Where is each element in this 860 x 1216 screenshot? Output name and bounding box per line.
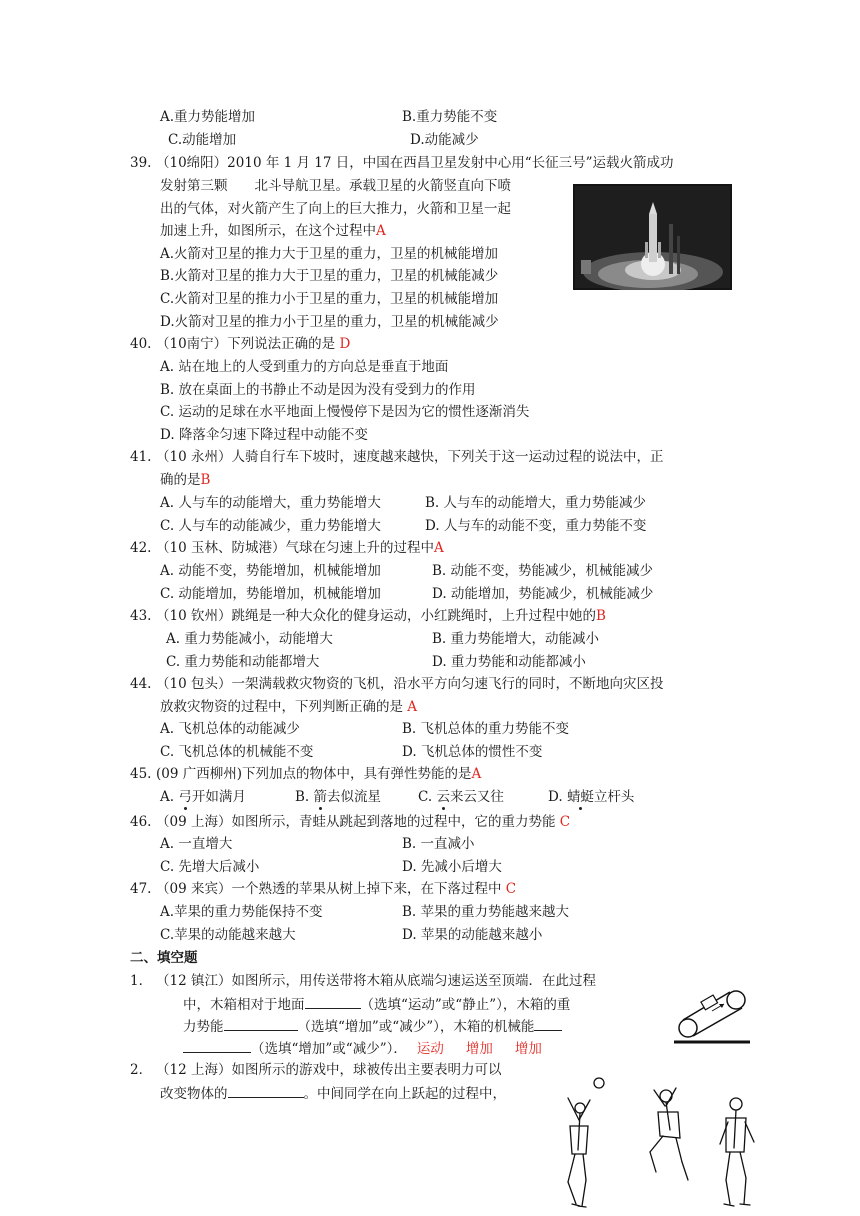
f1-line2: 中，木箱相对于地面 （选填“运动”或“静止”），木箱的重 [183,994,570,1015]
q47-number: 47. [130,881,152,897]
q39-stem-line3: 出的气体，对火箭产生了向上的巨大推力，火箭和卫星一起 [160,201,511,217]
q44-option-c: C. 飞机总体的机械能不变 [160,744,314,760]
q45-option-c: C. 云来云又往 [418,789,504,805]
q42-number: 42. [130,540,152,556]
q39-answer: A [376,223,386,239]
q45-dotted-word-a: 弓 [178,789,192,805]
q39-option-a: A.火箭对卫星的推力大于卫星的重力，卫星的机械能增加 [160,246,499,262]
q43-option-b: B. 重力势能增大，动能减小 [432,631,600,647]
q46-answer: C [559,814,571,830]
q45-number: 45. [130,766,152,782]
q47-option-d: D. 苹果的动能越来越小 [402,927,543,943]
q39-number: 39. [130,155,152,171]
q44-option-b: B. 飞机总体的重力势能不变 [402,721,570,737]
f1-blank-3a [534,1016,562,1031]
q44-option-d: D. 飞机总体的惯性不变 [402,744,543,760]
q44-stem-line2: 放救灾物资的过程中，下列判断正确的是 A [160,699,418,715]
f1-blank-1 [305,994,361,1009]
q46-option-a: A. 一直增大 [160,836,233,852]
f1-answer-3: 增加 [514,1041,542,1057]
f1-number: 1． [130,973,153,989]
q42-option-c: C. 动能增加，势能增加，机械能增加 [160,586,381,602]
rocket-launch-photo [573,184,732,290]
q47-option-c: C.苹果的动能越来越大 [160,927,296,943]
q41-option-c: C. 人与车的动能减少，重力势能增大 [160,518,381,534]
q46-number: 46. [130,814,152,830]
q40-number: 40. [130,336,152,352]
f2-line2: 改变物体的 。中间同学在向上跃起的过程中， [160,1083,506,1104]
f1-blank-3b [183,1038,251,1053]
q40-option-c: C. 运动的足球在水平地面上慢慢停下是因为它的惯性逐渐消失 [160,404,530,420]
conveyor-belt-diagram [672,986,752,1048]
q39-option-d: D.火箭对卫星的推力小于卫星的重力，卫星的机械能减少 [160,314,499,330]
q39-stem-line2: 发射第三颗 北斗导航卫星。承载卫星的火箭竖直向下喷 [160,178,511,194]
q41-stem-line2: 确的是B [160,472,211,488]
q47-option-b: B. 苹果的重力势能越来越大 [402,904,570,920]
q45-dotted-word-c: 云 [436,789,450,805]
q42-option-d: D. 动能增加，势能减少，机械能减少 [432,586,654,602]
f2-blank-1 [228,1083,304,1098]
q42-answer: A [433,540,444,556]
q43-answer: B [595,608,606,624]
q45-dotted-word-d: 蜻蜓 [566,789,594,805]
q40-answer: D [339,336,351,352]
q44-stem-line1: （10 包头）一架满载救灾物资的飞机，沿水平方向匀速飞行的同时，不断地向灾区投 [156,676,664,692]
q43-stem: （10 钦州）跳绳是一种大众化的健身运动，小红跳绳时，上升过程中她的B [156,608,606,624]
q45-answer: A [471,766,482,782]
q40-option-b: B. 放在桌面上的书静止不动是因为没有受到力的作用 [160,382,476,398]
f2-line1: （12 上海）如图所示的游戏中，球被传出主要表明力可以 [156,1062,502,1078]
q45-stem: (09 广西柳州)下列加点的物体中，具有弹性势能的是A [156,766,482,782]
q44-option-a: A. 飞机总体的动能减少 [160,721,300,737]
f2-number: 2． [130,1062,153,1078]
q38-option-c: C.动能增加 [168,132,237,148]
q41-stem-line1: （10 永州）人骑自行车下坡时，速度越来越快，下列关于这一运动过程的说法中，正 [156,449,664,465]
ball-game-illustration [548,1072,768,1212]
q47-answer: C [505,881,517,897]
f1-answer-2: 增加 [465,1041,493,1057]
section-title-fill-in: 二、填空题 [130,950,198,966]
q42-option-a: A. 动能不变，势能增加，机械能增加 [160,563,381,579]
q41-answer: B [200,472,211,488]
q38-option-a: A.重力势能增加 [160,109,256,125]
q46-option-b: B. 一直减小 [402,836,475,852]
q43-option-d: D. 重力势能和动能都减小 [432,654,586,670]
q45-option-d: D. 蜻蜓立杆头 [548,789,635,805]
q40-option-a: A. 站在地上的人受到重力的方向总是垂直于地面 [160,359,449,375]
q40-stem: （10南宁）下列说法正确的是 D [156,336,351,352]
q38-option-d: D.动能减少 [410,132,479,148]
q44-answer: A [407,699,418,715]
q39-option-b: B.火箭对卫星的推力大于卫星的重力，卫星的机械能减少 [160,268,499,284]
q39-option-c: C.火箭对卫星的推力小于卫星的重力，卫星的机械能增加 [160,291,499,307]
q47-stem: （09 来宾）一个熟透的苹果从树上掉下来，在下落过程中 C [156,881,517,897]
f1-line3: 力势能 （选填“增加”或“减少”），木箱的机械能 [183,1016,562,1037]
q41-option-a: A. 人与车的动能增大，重力势能增大 [160,495,381,511]
q44-number: 44. [130,676,152,692]
q47-option-a: A.苹果的重力势能保持不变 [160,904,323,920]
f1-blank-2 [224,1016,298,1031]
q41-number: 41. [130,449,152,465]
q46-stem: （09 上海）如图所示，青蛙从跳起到落地的过程中，它的重力势能 C [156,814,571,830]
f1-line1: （12 镇江）如图所示，用传送带将木箱从底端匀速运送至顶端．在此过程 [156,973,596,989]
q39-stem-line4: 加速上升，如图所示，在这个过程中A [160,223,386,239]
q46-option-c: C. 先增大后减小 [160,859,260,875]
q45-dotted-word-b: 箭 [313,789,328,805]
q38-option-b: B.重力势能不变 [402,109,498,125]
q46-option-d: D. 先减小后增大 [402,859,502,875]
q45-option-a: A. 弓开如满月 [160,789,246,805]
q43-number: 43. [130,608,152,624]
q42-stem: （10 玉林、防城港）气球在匀速上升的过程中A [156,540,444,556]
q41-option-b: B. 人与车的动能增大，重力势能减少 [425,495,647,511]
f1-line4: （选填“增加”或“减少”）． 运动 增加 增加 [183,1038,542,1059]
q40-option-d: D. 降落伞匀速下降过程中动能不变 [160,427,368,443]
q41-option-d: D. 人与车的动能不变，重力势能不变 [425,518,647,534]
q42-option-b: B. 动能不变，势能减少，机械能减少 [432,563,654,579]
q39-stem-line1: （10绵阳）2010 年 1 月 17 日，中国在西昌卫星发射中心用“长征三号”运载火箭成功 [156,155,674,171]
f1-answer-1: 运动 [416,1041,444,1057]
q43-option-a: A. 重力势能减小，动能增大 [166,631,333,647]
q43-option-c: C. 重力势能和动能都增大 [166,654,320,670]
q45-option-b: B. 箭去似流星 [295,789,382,805]
